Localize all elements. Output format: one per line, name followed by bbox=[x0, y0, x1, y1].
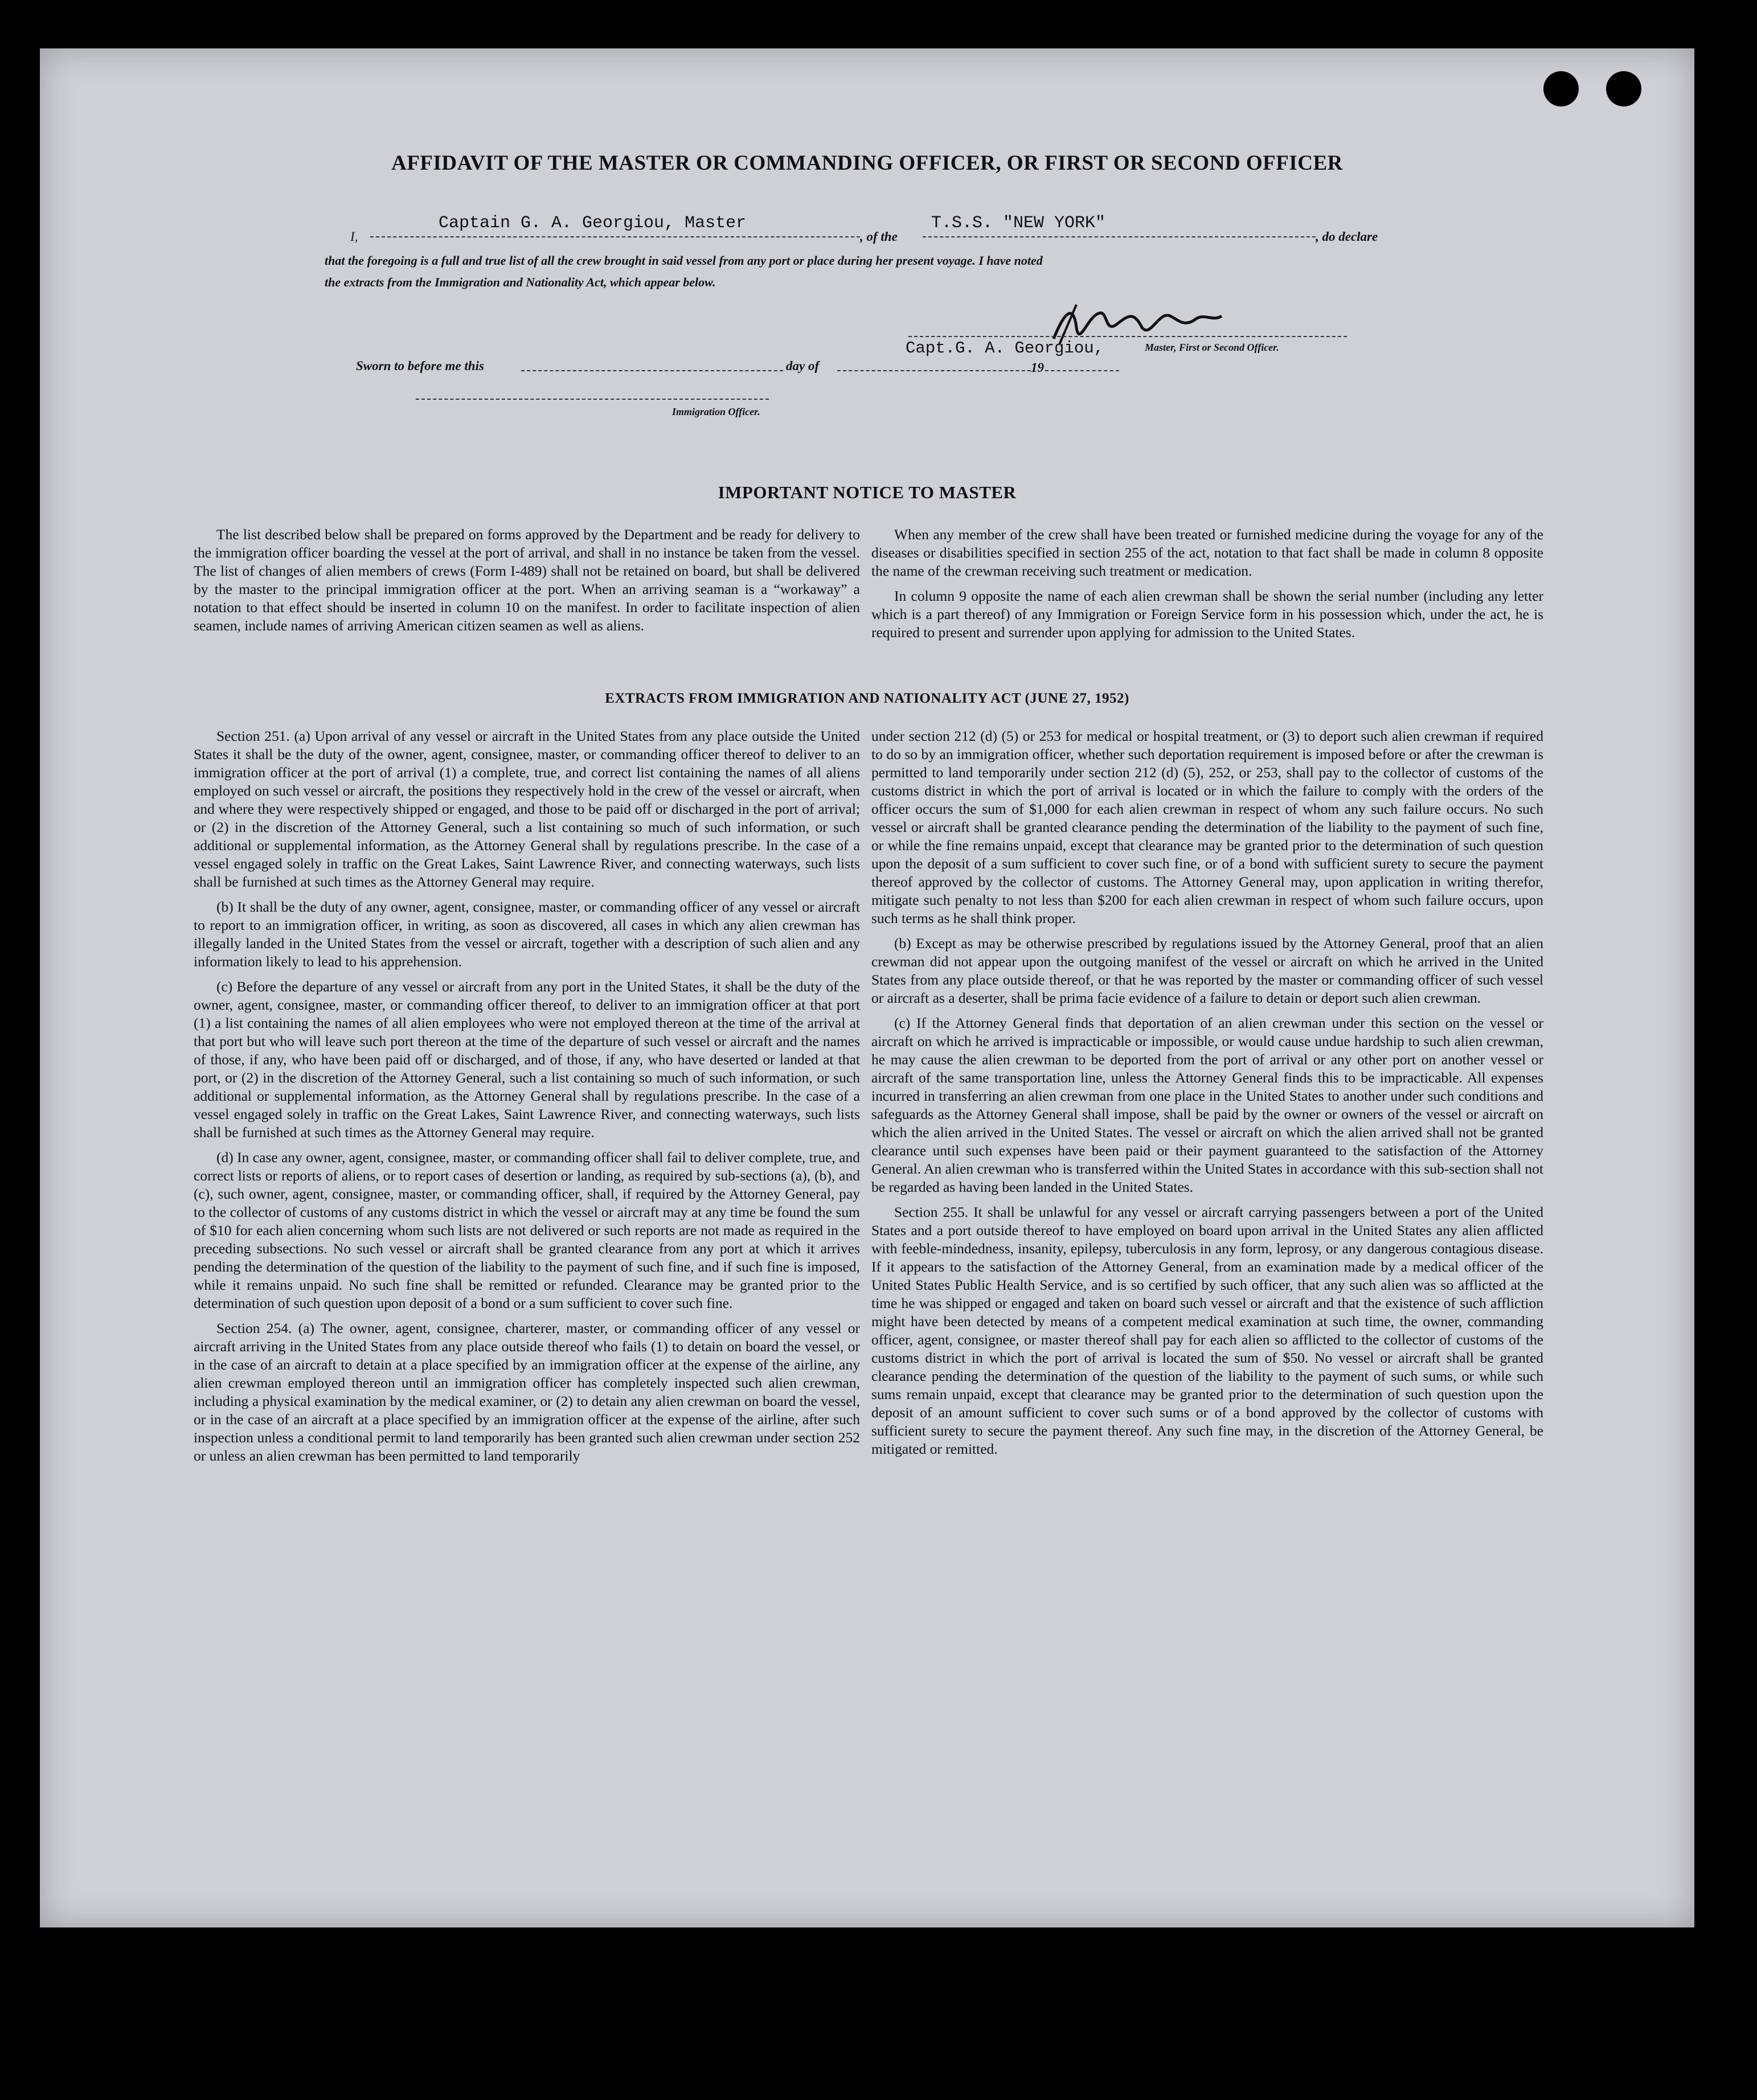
vessel-name: T.S.S. "NEW YORK" bbox=[931, 214, 1106, 233]
signature-rule bbox=[908, 336, 1347, 337]
of-the-label: , of the bbox=[860, 229, 898, 244]
year-prefix: 19 bbox=[1031, 360, 1044, 375]
master-name: Captain G. A. Georgiou, Master bbox=[439, 214, 747, 233]
signer-typed: Capt.G. A. Georgiou, bbox=[906, 339, 1104, 358]
section-254-c: (c) If the Attorney General finds that deportation of an alien crewman under this section on the vessel or aircraft on which he arrived is impracticable or impossible, or would cause undue hardship to such alien crewman, he may cause the alien crewman to be deported from the port of arrival or any other port on another vessel or aircraft of the same transportation line, unless the Attorney General finds this to be impracticable. All expenses incurred in transferring an alien crewman from one place in the United States to another under such conditions and safeguards as the Attorney General shall impose, shall be paid by the owner or owners of the vessel or aircraft on which the alien arrived in the United States. The vessel or aircraft on which the alien arrived shall not be granted clearance until such expenses have been paid or their payment guaranteed to the satisfaction of the Attorney General. An alien crewman who is transferred within the United States in accordance with this sub-section shall not be regarded as having been landed in the United States. bbox=[871, 1015, 1543, 1195]
sworn-label: Sworn to before me this bbox=[356, 359, 484, 373]
i-label: I, bbox=[350, 229, 358, 244]
document-page bbox=[40, 48, 1694, 1927]
sworn-day-rule bbox=[521, 370, 783, 371]
section-251-a: Section 251. (a) Upon arrival of any vessel or aircraft in the United States from any place outside the United States it shall be the duty of the owner, agent, consignee, master, or commanding officer thereof to deliver to an immigration officer at the port of arrival (1) a complete, true, and correct list containing the names of all aliens employed on such vessel or aircraft, the positions they respectively hold in the crew of the vessel or aircraft, when and where they were respectively shipped or engaged, and those to be paid off or discharged in the port of arrival; or (2) in the discretion of the Attorney General, such a list containing so much of such information, or such additional or supplemental information, as the Attorney General shall by regulations prescribe. In the case of a vessel engaged solely in traffic on the Great Lakes, Saint Lawrence River, and connecting waterways, such lists shall be furnished at such times as the Attorney General may require. bbox=[194, 728, 860, 890]
section-255: Section 255. It shall be unlawful for any vessel or aircraft carrying passengers between a port of the United States and a port outside thereof to have employed on board upon arrival in the United States any alien afflicted with feeble-mindedness, insanity, epilepsy, tuberculosis in any form, leprosy, or any dangerous contagious disease. If it appears to the satisfaction of the Attorney General, from an examination made by a medical officer of the United States Public Health Service, and is so certified by such officer, that any such alien was so afflicted at the time he was shipped or engaged and taken on board such vessel or aircraft and that the existence of such affliction might have been detected by means of a competent medical examination at such time, the owner, commanding officer, agent, consignee, or master thereof shall pay for each alien so afflicted to the collector of customs of the customs district in which the port of arrival is located the sum of $50. No vessel or aircraft shall be granted clearance pending the determination of the question of the liability to the payment of such sums, or while such sums remain unpaid, except that clearance may be granted prior to the determination of such question upon the deposit of an amount sufficient to cover such sums or of a bond approved by the collector of customs with sufficient surety to secure the payment thereof. Any such fine may, in the discretion of the Attorney General, be mitigated or remitted. bbox=[871, 1204, 1543, 1457]
section-254-b: (b) Except as may be otherwise prescribed by regulations issued by the Attorney General, proof that an alien crewman did not appear upon the outgoing manifest of the vessel or aircraft on which he arrived in the United States from any place outside thereof, or that he was reported by the master or commanding officer of such vessel or aircraft as a deserter, shall be prima facie evidence of a failure to detain or deport such alien crewman. bbox=[871, 935, 1543, 1006]
name-rule bbox=[370, 236, 860, 237]
notice-right-column bbox=[871, 526, 1543, 649]
extracts-left-column bbox=[194, 727, 860, 1472]
section-251-d: (d) In case any owner, agent, consignee, master, or commanding officer shall fail to deliver complete, true, and correct lists or reports of aliens, or to report cases of desertion or landing, as required by sub-sections (a), (b), and (c), such owner, agent, consignee, master, or commanding officer, shall, if required by the Attorney General, pay to the collector of customs of any customs district in which the vessel or aircraft may at any time be found the sum of $10 for each alien concerning whom such lists are not delivered or such reports are not made as required in the preceding subsections. No such vessel or aircraft shall be granted clearance from any port at which it arrives pending the determination of the question of the liability to the payment of such fine, and if such fine is imposed, while it remains unpaid. No such fine shall be remitted or refunded. Clearance may be granted prior to the determination of such question upon deposit of a bond or a sum sufficient to cover such fine. bbox=[194, 1149, 860, 1311]
month-rule bbox=[837, 370, 1031, 371]
section-254-a-continued: under section 212 (d) (5) or 253 for medical or hospital treatment, or (3) to deport such alien crewman if required to do so by an immigration officer, whether such deportation requirement is imposed before or after the crewman is permitted to land temporarily under section 212 (d) (5), 252, or 253, shall pay to the collector of customs of the customs district in which the port of arrival is located or in which the failure to comply with the orders of the officer occurs the sum of $1,000 for each alien crewman in respect of whom any such failure occurs. No such vessel or aircraft shall be granted clearance pending the determination of the liability to the payment of such fine, or while the fine remains unpaid, except that clearance may be granted prior to the determination of such question upon the deposit of a sum sufficient to cover such fine, or of a bond with sufficient surety to secure the payment thereof approved by the collector of customs. The Attorney General may, upon application in writing therefor, mitigate such penalty to not less than $200 for each alien crewman in respect of whom such failure occurs, upon such terms as he shall think proper. bbox=[871, 728, 1543, 926]
day-of-label: day of bbox=[786, 359, 820, 373]
declaration-line-1: that the foregoing is a full and true list of all the crew brought in said vessel from any port or place during her present voyage. I have noted bbox=[325, 253, 1043, 268]
do-declare-label: , do declare bbox=[1316, 229, 1378, 244]
declaration-line-2: the extracts from the Immigration and Nationality Act, which appear below. bbox=[325, 275, 716, 289]
immigration-officer-label: Immigration Officer. bbox=[672, 406, 760, 417]
section-254-a: Section 254. (a) The owner, agent, consignee, charterer, master, or commanding officer of any vessel or aircraft arriving in the United States from any place outside thereof who fails (1) to detain on board the vessel, or in the case of an aircraft to detain at a place specified by an immigration officer at the expense of the airline, any alien crewman employed thereon until an immigration officer has completely inspected such alien crewman, including a physical examination by the medical examiner, or (2) to detain any alien crewman on board the vessel, or in the case of an aircraft at a place specified by an immigration officer at the expense of the airline, after such inspection unless a conditional permit to land temporarily has been granted such alien crewman under section 252 or unless an alien crewman has been permitted to land temporarily bbox=[194, 1320, 860, 1464]
signer-role: Master, First or Second Officer. bbox=[1145, 342, 1279, 353]
extracts-title: EXTRACTS FROM IMMIGRATION AND NATIONALITY ACT (JUNE 27, 1952) bbox=[605, 691, 1129, 706]
year-rule bbox=[1045, 370, 1119, 371]
vessel-rule bbox=[923, 236, 1316, 237]
punch-hole bbox=[1543, 71, 1579, 106]
notice-right-paragraph-1: When any member of the crew shall have been treated or furnished medicine during the voyage for any of the diseases or disabilities specified in section 255 of the act, notation to that fact shall be made in column 8 opposite the name of the crewman receiving such treatment or medication. bbox=[871, 526, 1543, 579]
extracts-right-column bbox=[871, 727, 1543, 1465]
section-251-b: (b) It shall be the duty of any owner, agent, consignee, master, or commanding officer of any vessel or aircraft to report to an immigration officer, in writing, as soon as discovered, all cases in which any alien crewman has illegally landed in the United States from the vessel or aircraft, together with a description of such alien and any information likely to lead to his apprehension. bbox=[194, 899, 860, 970]
affidavit-title: AFFIDAVIT OF THE MASTER OR COMMANDING OFFICER, OR FIRST OR SECOND OFFICER bbox=[391, 151, 1343, 175]
notice-left-column bbox=[194, 526, 860, 642]
notice-right-paragraph-2: In column 9 opposite the name of each alien crewman shall be shown the serial number (including any letter which is a part thereof) of any Immigration or Foreign Service form in his possession which, under the act, he is required to present and surrender upon applying for admission to the United States. bbox=[871, 588, 1543, 641]
punch-hole bbox=[1606, 71, 1641, 106]
notice-left-paragraph: The list described below shall be prepared on forms approved by the Department and be ready for delivery to the immigration officer boarding the vessel at the port of arrival, and shall in no instance be taken from the vessel. The list of changes of alien members of crews (Form I-489) shall not be retained on board, but shall be delivered by the master to the principal immigration officer at the port. When an arriving seaman is a “workaway” a notation to that effect should be inserted in column 10 on the manifest. In order to facilitate inspection of alien seamen, include names of arriving American citizen seamen as well as aliens. bbox=[194, 526, 860, 634]
immigration-officer-rule bbox=[416, 399, 769, 400]
section-251-c: (c) Before the departure of any vessel or aircraft from any port in the United States, it shall be the duty of the owner, agent, consignee, master, or commanding officer thereof, to deliver to an immigration officer at that port (1) a list containing the names of all alien employees who were not employed thereon at the time of the arrival at that port but who will leave such port thereon at the time of the departure of such vessel or aircraft and the names of those, if any, who have been paid off or discharged, and of those, if any, who have deserted or landed at that port, or (2) in the discretion of the Attorney General, such a list containing so much of such information, or such additional or supplemental information, as the Attorney General shall by regulations prescribe. In the case of a vessel engaged solely in traffic on the Great Lakes, Saint Lawrence River, and connecting waterways, such lists shall be furnished at such times as the Attorney General may require. bbox=[194, 978, 860, 1141]
notice-title: IMPORTANT NOTICE TO MASTER bbox=[718, 482, 1017, 502]
